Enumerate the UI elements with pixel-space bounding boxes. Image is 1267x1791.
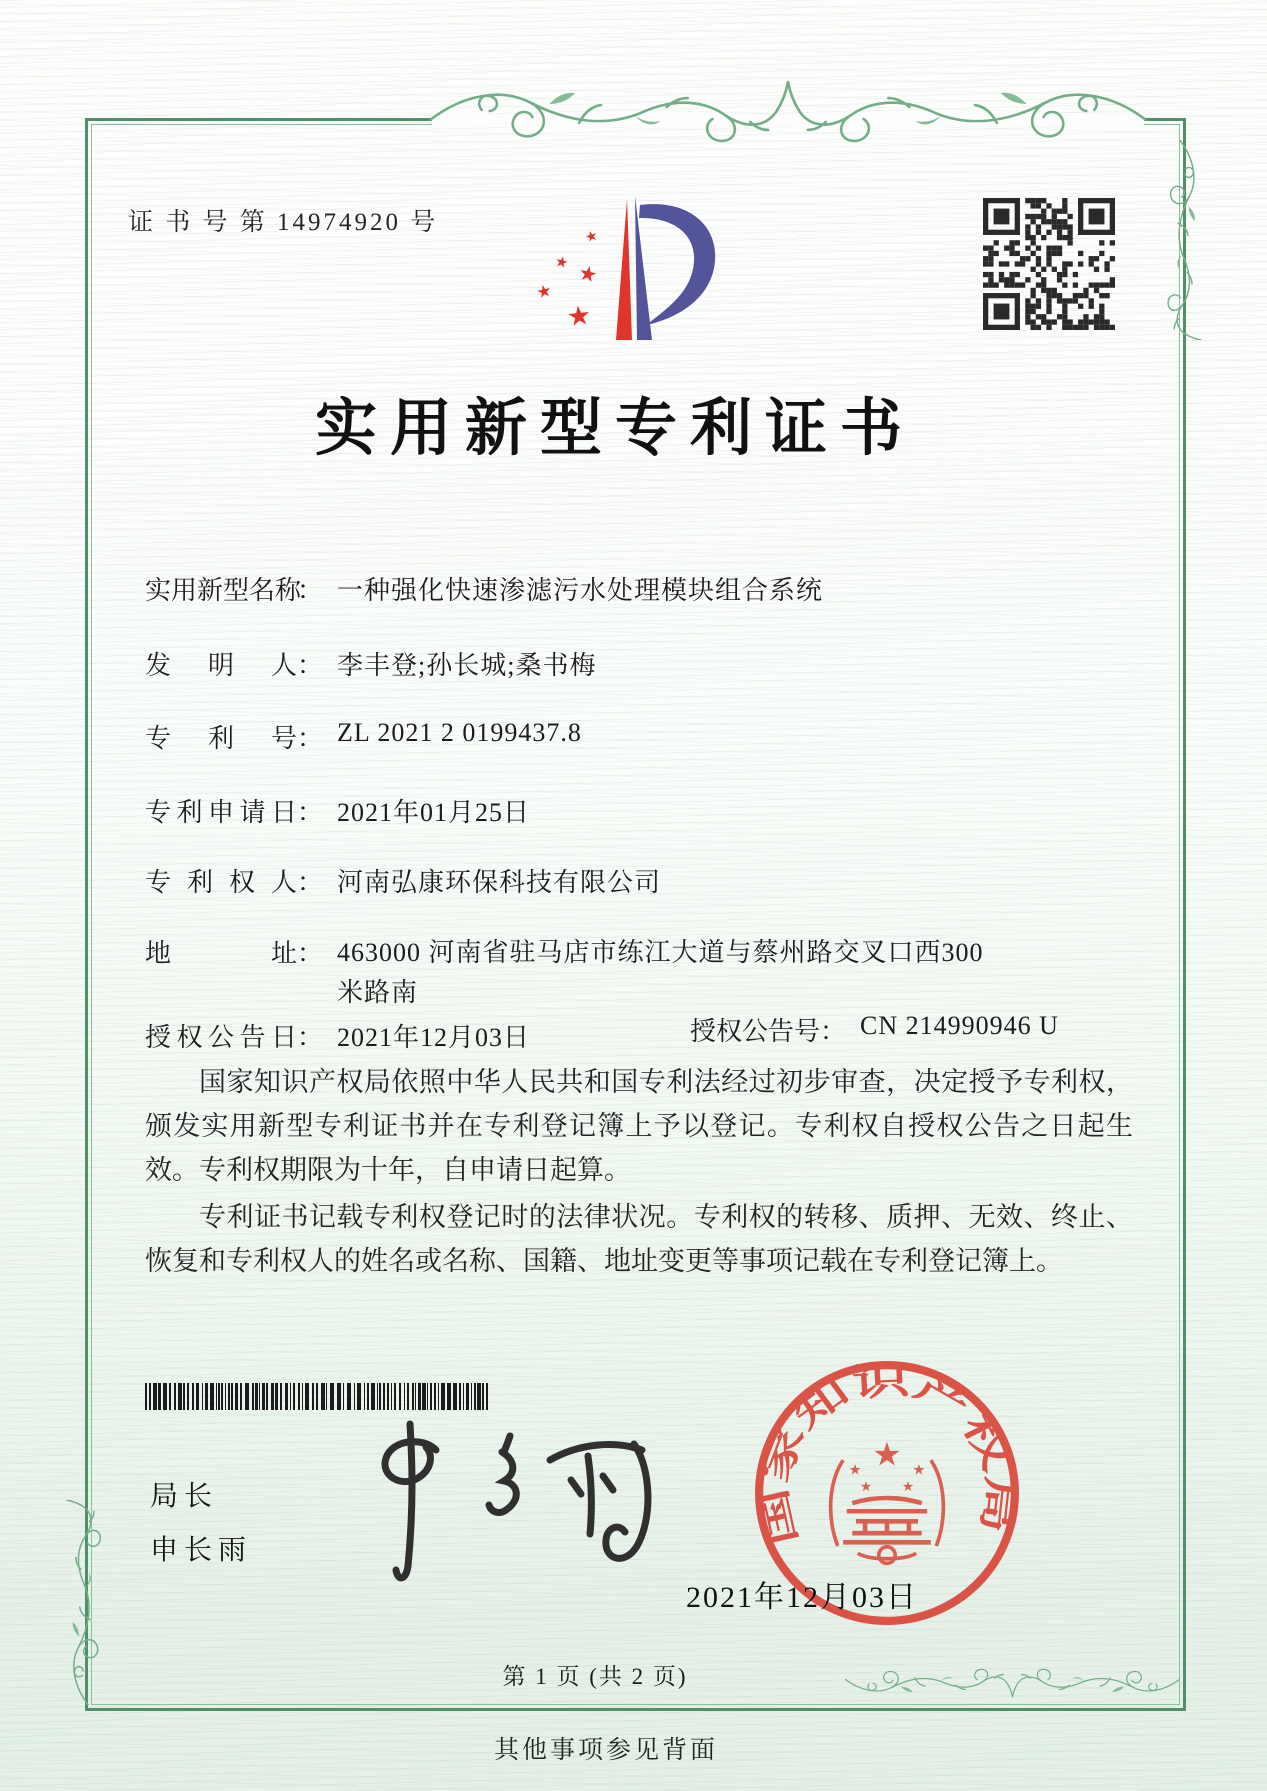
- svg-text:★: ★: [901, 1479, 915, 1496]
- field-value: CN 214990946 U: [860, 1011, 1059, 1040]
- logo-star-icon: ★: [576, 260, 600, 288]
- certificate-number: 证 书 号 第 14974920 号: [128, 209, 439, 236]
- field-grant-row: [145, 1011, 1059, 1054]
- field-patentee: 专利权人： 河南弘康环保科技有限公司: [145, 862, 661, 899]
- svg-text:★: ★: [872, 1434, 902, 1474]
- field-patent-number: 专利号： ZL 2021 2 0199437.8: [145, 718, 582, 753]
- qr-code: [983, 198, 1115, 330]
- legal-paragraph-1: 国家知识产权局依照中华人民共和国专利法经过初步审查，决定授予专利权，颁发实用新型专利证书并在专利登记簿上予以登记。专利权自授权公告之日起生效。专利权期限为十年，自申请日起算。: [145, 1067, 1133, 1185]
- seal-ring-text: 国家知识产权局: [754, 1362, 1020, 1549]
- field-grant-date: 授权公告日： 2021年12月03日: [145, 1017, 690, 1054]
- field-address: 地址： 463000 河南省驻马店市练江大道与蔡州路交叉口西300米路南: [145, 933, 997, 1013]
- commissioner-title: 局长: [150, 1480, 219, 1511]
- field-utility-model-name: 实用新型名称： 一种强化快速渗滤污水处理模块组合系统: [145, 570, 823, 607]
- field-label: 实用新型名称: [145, 576, 302, 605]
- field-value: ZL 2021 2 0199437.8: [337, 718, 582, 747]
- logo-p-bowl: [639, 204, 715, 325]
- field-value: 李丰登;孙长城;桑书梅: [337, 651, 597, 680]
- logo-star-icon: ★: [553, 251, 571, 273]
- back-side-note: 其他事项参见背面: [493, 1737, 718, 1764]
- field-value: 2021年01月25日: [337, 798, 531, 827]
- cnipa-patent-logo: [498, 183, 738, 353]
- field-label: 授权公告号: [690, 1017, 821, 1046]
- page-number: 第 1 页 (共 2 页): [502, 1664, 688, 1689]
- logo-red-wedge: [616, 199, 632, 340]
- legal-text-block: [145, 1060, 1133, 1286]
- field-value: 一种强化快速渗滤污水处理模块组合系统: [337, 576, 824, 605]
- field-label: 授权公告日: [145, 1023, 297, 1052]
- certificate-title: 实用新型专利证书: [314, 395, 915, 463]
- barcode: [145, 1383, 491, 1410]
- field-grant-number: 授权公告号： CN 214990946 U: [690, 1011, 1059, 1046]
- field-label: 专利权人: [145, 868, 297, 897]
- national-emblem-icon: [831, 1435, 944, 1564]
- field-value: 河南弘康环保科技有限公司: [337, 868, 662, 897]
- field-label: 专利申请日: [145, 798, 297, 827]
- field-value: 463000 河南省驻马店市练江大道与蔡州路交叉口西300米路南: [337, 938, 984, 1007]
- legal-paragraph-2: 专利证书记载专利权登记时的法律状况。专利权的转移、质押、无效、终止、恢复和专利权人的姓名或名称、国籍、地址变更等事项记载在专利登记簿上。: [145, 1202, 1133, 1276]
- field-inventor: 发明人： 李丰登;孙长城;桑书梅: [145, 645, 596, 682]
- svg-text:★: ★: [859, 1479, 873, 1496]
- logo-star-icon: ★: [565, 299, 593, 334]
- commissioner-signature: [352, 1414, 662, 1589]
- commissioner-name: 申长雨: [150, 1534, 253, 1565]
- field-label: 专利号: [145, 724, 297, 753]
- svg-text:★: ★: [912, 1461, 926, 1479]
- logo-star-icon: ★: [534, 280, 554, 304]
- field-label: 地址: [145, 939, 297, 968]
- logo-star-icon: ★: [583, 227, 601, 247]
- field-filing-date: 专利申请日： 2021年01月25日: [145, 792, 530, 829]
- field-value: 2021年12月03日: [337, 1023, 531, 1052]
- seal-date: 2021年12月03日: [686, 1581, 918, 1614]
- svg-text:★: ★: [848, 1461, 862, 1479]
- field-label: 发明人: [145, 651, 297, 680]
